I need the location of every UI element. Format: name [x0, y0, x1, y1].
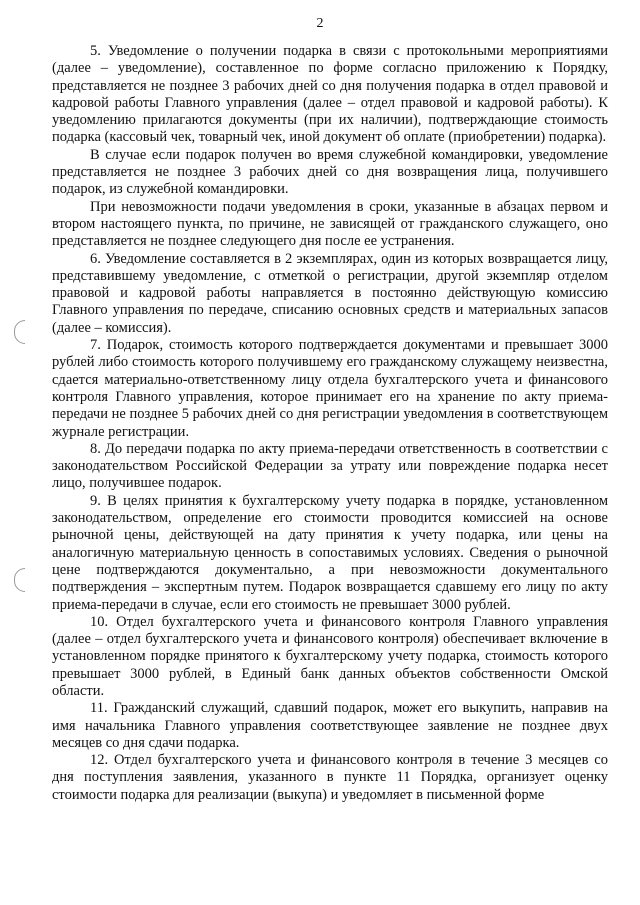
paragraph-item-6: 6. Уведомление составляется в 2 экземплярах, один из которых возвращается лицу, представившему уведомление, с отметкой о регистрации, другой экземпляр отделом правовой и кадровой работы направляется в постоянно действующую комиссию Главного управления по передаче, списанию основных средств и материальных запасов (далее – комиссия). — [52, 250, 608, 336]
paragraph-item-5-business-trip: В случае если подарок получен во время служебной командировки, уведомление представляется не позднее 3 рабочих дней со дня возвращения лица, получившего подарок, из служебной командировки. — [52, 146, 608, 198]
page-number: 2 — [316, 16, 324, 31]
paragraph-item-9: 9. В целях принятия к бухгалтерскому учету подарка в порядке, установленном законодательством, определение его стоимости проводится комиссией на основе рыночной цены, действующей на дату принятия к учету подарка, или цены на аналогичную материальную ценность в сопоставимых условиях. Сведения о рыночной цене подтверждаются документально, а при невозможности документального подтверждения – экспертным путем. Подарок возвращается сдавшему его лицу по акту приема-передачи в случае, если его стоимость не превышает 3000 рублей. — [52, 492, 608, 613]
paragraph-item-5-impossibility: При невозможности подачи уведомления в сроки, указанные в абзацах первом и втором настоящего пункта, по причине, не зависящей от гражданского служащего, оно представляется не позднее следующего дня после ее устранения. — [52, 198, 608, 250]
paragraph-item-5: 5. Уведомление о получении подарка в связи с протокольными мероприятиями (далее – уведомление), составленное по форме согласно приложению к Порядку, представляется не позднее 3 рабочих дней со дня получения подарка в отдел правовой и кадровой работы Главного управления (далее – отдел правовой и кадровой работы). К уведомлению прилагаются документы (при их наличии), подтверждающие стоимость подарка (кассовый чек, товарный чек, иной документ об оплате (приобретении) подарка). — [52, 43, 608, 146]
paragraph-item-12: 12. Отдел бухгалтерского учета и финансового контроля в течение 3 месяцев со дня поступления заявления, указанного в пункте 11 Порядка, организует оценку стоимости подарка для реализации (выкупа) и уведомляет в письменной форме — [52, 752, 608, 803]
paragraph-item-11: 11. Гражданский служащий, сдавший подарок, может его выкупить, направив на имя начальника Главного управления соответствующее заявление не позднее двух месяцев со дня сдачи подарка. — [52, 700, 608, 751]
document-body — [52, 43, 608, 804]
paragraph-item-7: 7. Подарок, стоимость которого подтверждается документами и превышает 3000 рублей либо стоимость которого получившему его гражданскому служащему неизвестна, сдается материально-ответственному лицу отдела бухгалтерского учета и финансового контроля Главного управления, которое принимает его на хранение по акту приема-передачи не позднее 5 рабочих дней со дня регистрации уведомления в соответствующем журнале регистрации. — [52, 337, 608, 440]
paragraph-item-8: 8. До передачи подарка по акту приема-передачи ответственность в соответствии с законодательством Российской Федерации за утрату или повреждение подарка несет лицо, получившее подарок. — [52, 440, 608, 492]
punch-hole-mark — [14, 320, 25, 344]
punch-hole-mark — [14, 568, 25, 592]
paragraph-item-10: 10. Отдел бухгалтерского учета и финансового контроля Главного управления (далее – отдел бухгалтерского учета и финансового контроля) обеспечивает включение в установленном порядке принятого к бухгалтерскому учету подарка, стоимость которого превышает 3000 рублей, в Единый банк данных объектов собственности Омской области. — [52, 613, 608, 699]
